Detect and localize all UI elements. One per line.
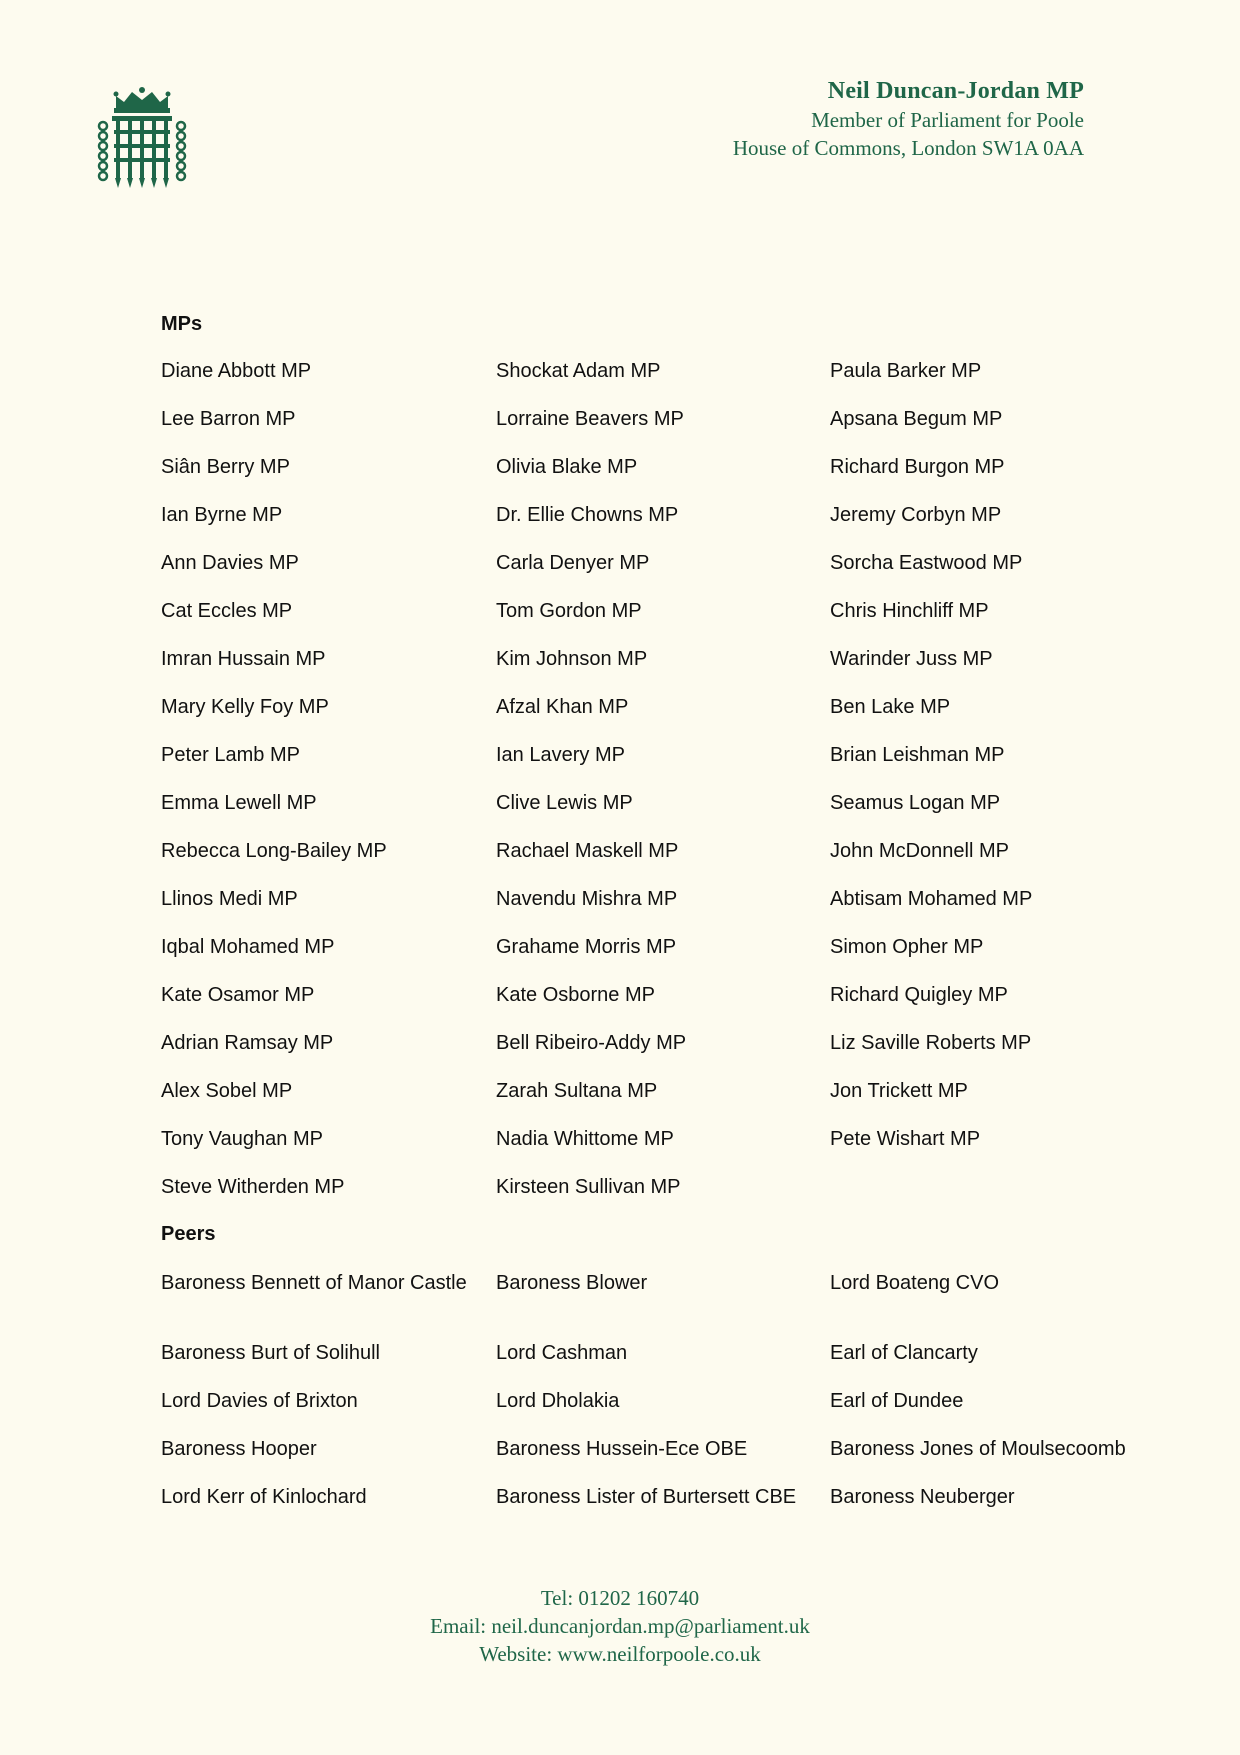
section-title-peers: Peers [161, 1223, 216, 1245]
footer-email: Email: neil.duncanjordan.mp@parliament.uk [430, 1614, 810, 1638]
peer-name-item: Earl of Dundee [830, 1390, 964, 1412]
mp-name-item: Shockat Adam MP [496, 360, 661, 382]
mp-name-item: Dr. Ellie Chowns MP [496, 504, 679, 526]
peer-name-item: Baroness Hooper [161, 1438, 317, 1460]
mp-name-item: Sorcha Eastwood MP [830, 552, 1023, 574]
mp-name-item: Ben Lake MP [830, 696, 951, 718]
mp-name-item: Richard Quigley MP [830, 984, 1008, 1006]
mp-name-item: Simon Opher MP [830, 936, 984, 958]
mp-name-item: Kate Osborne MP [496, 984, 655, 1006]
mp-name-item: Steve Witherden MP [161, 1176, 345, 1198]
mp-name-item: Abtisam Mohamed MP [830, 888, 1033, 910]
mp-name-item: Diane Abbott MP [161, 360, 312, 382]
peer-name-item: Baroness Blower [496, 1272, 648, 1294]
footer-contact [0, 1584, 1240, 1668]
peer-name-item: Baroness Burt of Solihull [161, 1342, 381, 1364]
section-title-mps: MPs [161, 313, 203, 335]
mp-name-item: Alex Sobel MP [161, 1080, 293, 1102]
peers-list [161, 1271, 1160, 1555]
mp-name-item: Lorraine Beavers MP [496, 408, 684, 430]
peer-name-item: Lord Boateng CVO [830, 1272, 999, 1294]
mp-name-item: Pete Wishart MP [830, 1128, 981, 1150]
mp-address: House of Commons, London SW1A 0AA [732, 136, 1084, 160]
mp-name-item: Seamus Logan MP [830, 792, 1001, 814]
mp-name-item: Mary Kelly Foy MP [161, 696, 329, 718]
peer-name-item: Lord Dholakia [496, 1390, 620, 1412]
mp-name-item: Apsana Begum MP [830, 408, 1003, 430]
mp-name-item: Chris Hinchliff MP [830, 600, 989, 622]
mp-name-item: Jeremy Corbyn MP [830, 504, 1002, 526]
mp-name-item: Navendu Mishra MP [496, 888, 678, 910]
mp-name-item: Ian Byrne MP [161, 504, 283, 526]
peer-name-item: Lord Kerr of Kinlochard [161, 1486, 367, 1508]
peer-name-item: Earl of Clancarty [830, 1342, 978, 1364]
mp-name-item: Peter Lamb MP [161, 744, 300, 766]
mp-name-item: Nadia Whittome MP [496, 1128, 674, 1150]
peer-name-item: Lord Cashman [496, 1342, 628, 1364]
mp-name: Neil Duncan-Jordan MP [827, 78, 1084, 104]
mp-name-item: Cat Eccles MP [161, 600, 293, 622]
mp-name-item: Adrian Ramsay MP [161, 1032, 334, 1054]
mp-name-item: John McDonnell MP [830, 840, 1009, 862]
mp-name-item: Carla Denyer MP [496, 552, 650, 574]
mp-name-item: Paula Barker MP [830, 360, 982, 382]
mp-name-item: Emma Lewell MP [161, 792, 317, 814]
mp-name-item: Llinos Medi MP [161, 888, 298, 910]
mp-name-item: Brian Leishman MP [830, 744, 1005, 766]
mp-role: Member of Parliament for Poole [811, 108, 1084, 132]
mp-name-item: Siân Berry MP [161, 456, 290, 478]
portcullis-logo-icon [96, 86, 188, 192]
mps-list [161, 359, 1160, 1223]
mp-name-item: Clive Lewis MP [496, 792, 633, 814]
mp-name-item: Rebecca Long-Bailey MP [161, 840, 387, 862]
letterhead [733, 76, 1084, 162]
mp-name-item: Jon Trickett MP [830, 1080, 968, 1102]
mp-name-item: Ann Davies MP [161, 552, 299, 574]
mp-name-item: Bell Ribeiro-Addy MP [496, 1032, 687, 1054]
mp-name-item: Zarah Sultana MP [496, 1080, 658, 1102]
mp-name-item: Warinder Juss MP [830, 648, 993, 670]
mp-name-item: Iqbal Mohamed MP [161, 936, 335, 958]
mp-name-item: Grahame Morris MP [496, 936, 677, 958]
mp-name-item: Richard Burgon MP [830, 456, 1005, 478]
mp-name-item: Tom Gordon MP [496, 600, 642, 622]
peer-name-item: Baroness Lister of Burtersett CBE [496, 1486, 797, 1508]
mp-name-item: Kirsteen Sullivan MP [496, 1176, 681, 1198]
footer-tel: Tel: 01202 160740 [540, 1586, 700, 1610]
mp-name-item: Imran Hussain MP [161, 648, 326, 670]
peer-name-item: Baroness Hussein-Ece OBE [496, 1438, 748, 1460]
mp-name-item: Tony Vaughan MP [161, 1128, 323, 1150]
mp-name-item: Kate Osamor MP [161, 984, 315, 1006]
mp-name-item: Ian Lavery MP [496, 744, 625, 766]
peer-name-item: Lord Davies of Brixton [161, 1390, 358, 1412]
mp-name-item: Rachael Maskell MP [496, 840, 679, 862]
footer-website: Website: www.neilforpoole.co.uk [479, 1642, 761, 1666]
peer-name-item: Baroness Jones of Moulsecoomb [830, 1438, 1126, 1460]
mp-name-item: Lee Barron MP [161, 408, 296, 430]
mp-name-item: Afzal Khan MP [496, 696, 629, 718]
mp-name-item: Kim Johnson MP [496, 648, 648, 670]
peer-name-item: Baroness Neuberger [830, 1486, 1015, 1508]
mp-name-item: Olivia Blake MP [496, 456, 638, 478]
peer-name-item: Baroness Bennett of Manor Castle [161, 1272, 467, 1294]
mp-name-item: Liz Saville Roberts MP [830, 1032, 1032, 1054]
